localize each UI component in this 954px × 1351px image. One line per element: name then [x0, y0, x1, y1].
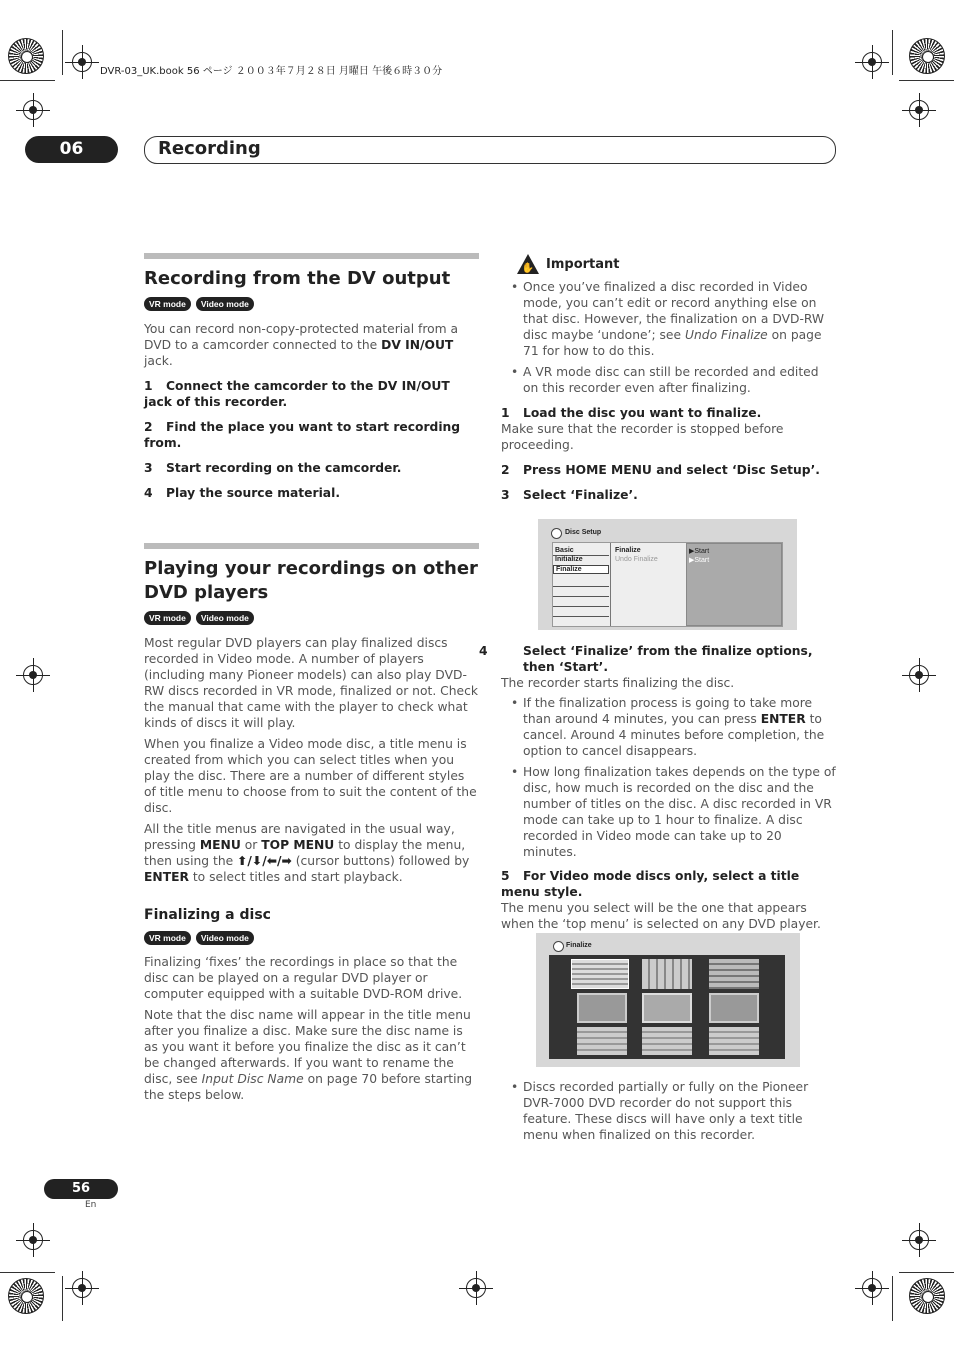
menu-divider — [553, 606, 609, 607]
step: 4 Select ‘Finalize’ from the finalize options, then ‘Start’. — [479, 644, 813, 674]
menu-panel — [552, 542, 783, 627]
step: 2 Find the place you want to start recording from. — [144, 420, 461, 450]
section-title: Recording from the DV output — [144, 268, 451, 289]
mode-badges — [144, 611, 479, 625]
paragraph: All the title menus are navigated in the usual way, pressing MENU or TOP MENU to display the menu, then using the ⬆/⬇/⬅/➡ (cursor buttons) followed by ENTER to select titles and start playback. — [144, 822, 470, 884]
mode-badges — [144, 297, 479, 311]
crosshair-mark-icon — [23, 100, 43, 120]
step: 3 Select ‘Finalize’. — [501, 488, 638, 502]
crosshair-mark-icon — [72, 52, 92, 72]
svg-text:✋: ✋ — [521, 263, 535, 274]
crosshair-mark-icon — [862, 1278, 882, 1298]
step: 4 Play the source material. — [144, 486, 340, 500]
menu-divider — [553, 596, 609, 597]
page-number: 56 — [44, 1179, 118, 1199]
paragraph: Finalizing ‘fixes’ the recordings in place so that the disc can be played on a regular DVD player or computer equipped with a suitable DVD-ROM drive. — [144, 955, 463, 1001]
screen-title: Finalize — [566, 942, 592, 949]
menu-style-thumbnail — [709, 993, 759, 1023]
disc-icon — [553, 941, 564, 952]
crosshair-mark-icon — [909, 1230, 929, 1250]
option-start: ▶Start — [689, 548, 710, 555]
right-column-top — [501, 279, 836, 503]
bullet-item: • A VR mode disc can still be recorded and edited on this recorder even after finalizing. — [501, 364, 836, 396]
vr-mode-badge: VR mode — [144, 297, 191, 311]
print-header: DVR-03_UK.book 56 ページ ２００３年７月２８日 月曜日 午後６時３０分 — [100, 66, 443, 77]
menu-style-thumbnail — [571, 959, 629, 989]
bullet-item: • Discs recorded partially or fully on the Pioneer DVR-7000 DVD recorder do not support this feature. These discs will have only a text title menu when finalized on this recorder. — [501, 1079, 836, 1143]
chapter-title: Recording — [158, 138, 261, 159]
thumbnail-grid — [549, 955, 785, 1059]
important-icon — [516, 253, 540, 279]
subsection-title: Finalizing a disc — [144, 907, 271, 923]
menu-item-initialize: Initialize — [555, 556, 583, 563]
registration-mark-icon — [8, 1278, 44, 1314]
menu-style-thumbnail — [709, 1027, 759, 1055]
menu-style-thumbnail — [642, 1027, 692, 1055]
vr-mode-badge: VR mode — [144, 931, 191, 945]
menu-divider — [553, 616, 609, 617]
vr-mode-badge: VR mode — [144, 611, 191, 625]
step-note: The recorder starts finalizing the disc. — [501, 676, 735, 690]
crosshair-mark-icon — [23, 665, 43, 685]
menu-style-thumbnail — [642, 993, 692, 1023]
important-title: Important — [546, 257, 620, 272]
paragraph: Note that the disc name will appear in the title menu after you finalize a disc. Make sure the disc name is as you want it before you finalize the disc as it can’t be changed afterwards. If you want to rename the disc, see Input Disc Name on page 70 before starting the steps below. — [144, 1008, 473, 1102]
right-column-end — [501, 1079, 836, 1143]
registration-mark-icon — [909, 1278, 945, 1314]
submenu-finalize: Finalize — [615, 547, 641, 554]
crosshair-mark-icon — [23, 1230, 43, 1250]
menu-style-thumbnail — [577, 993, 627, 1023]
option-start: ▶Start — [689, 557, 710, 564]
step: 5 For Video mode discs only, select a title menu style. — [501, 869, 800, 899]
step: 2 Press HOME MENU and select ‘Disc Setup’. — [501, 463, 820, 477]
column-divider — [610, 543, 611, 626]
left-column — [144, 253, 479, 1103]
crosshair-mark-icon — [72, 1278, 92, 1298]
registration-mark-icon — [909, 38, 945, 74]
registration-mark-icon — [8, 38, 44, 74]
step-note: The menu you select will be the one that appears when the ‘top menu’ is selected on any DVD player. — [501, 901, 821, 931]
play-arrow-icon: ▶ — [689, 548, 695, 555]
menu-style-thumbnail — [642, 959, 692, 989]
mode-badges — [144, 931, 479, 945]
step: 1 Connect the camcorder to the DV IN/OUT jack of this recorder. — [144, 379, 450, 409]
play-arrow-icon: ▶ — [689, 557, 695, 564]
bullet-item: • If the finalization process is going to take more than around 4 minutes, you can press ENTER to cancel. Around 4 minutes before completion, the option to cancel disappears. — [501, 695, 836, 759]
step: 3 Start recording on the camcorder. — [144, 461, 402, 475]
section-rule — [144, 253, 479, 259]
menu-style-thumbnail — [709, 959, 759, 989]
step: 1 Load the disc you want to finalize. — [501, 406, 762, 420]
paragraph: When you finalize a Video mode disc, a title menu is created from which you can select titles when you play the disc. There are a number of different styles of title menu to choose from to suit the content of the disc. — [144, 737, 477, 815]
disc-icon — [551, 528, 562, 539]
disc-setup-screen — [538, 519, 797, 630]
crosshair-mark-icon — [909, 665, 929, 685]
paragraph: Most regular DVD players can play finalized discs recorded in Video mode. A number of players (including many Pioneer models) can also play DVD-RW discs recorded in VR mode, finalized or not. Check the manual that came with the player to check what kinds of discs it will play. — [144, 636, 478, 730]
section-rule — [144, 543, 479, 549]
video-mode-badge: Video mode — [196, 931, 254, 945]
screen-title: Disc Setup — [565, 529, 602, 536]
video-mode-badge: Video mode — [196, 297, 254, 311]
paragraph: You can record non-copy-protected material from a DVD to a camcorder connected to the DV IN/OUT jack. — [144, 322, 459, 368]
menu-divider — [553, 586, 609, 587]
menu-item-basic: Basic — [555, 547, 574, 554]
section-title: Playing your recordings on other DVD players — [144, 558, 478, 603]
bullet-item: • How long finalization takes depends on the type of disc, how much is recorded on the disc and the number of titles on the disc. A disc recorded in VR mode can take up to 1 hour to finalize. A disc recorded in Video mode can take up to 20 minutes. — [501, 764, 836, 860]
right-column-bottom — [479, 643, 836, 932]
language-code: En — [85, 1200, 97, 1210]
menu-item-finalize: Finalize — [553, 565, 609, 574]
submenu-undo-finalize: Undo Finalize — [615, 556, 658, 563]
video-mode-badge: Video mode — [196, 611, 254, 625]
step-note: Make sure that the recorder is stopped before proceeding. — [501, 422, 784, 452]
finalize-screen — [536, 933, 800, 1067]
bullet-item: • Once you’ve finalized a disc recorded in Video mode, you can’t edit or record anything else on that disc. However, the finalization on a DVD-RW disc maybe ‘undone’; see Undo Finalize on page 71 for how to do this. — [501, 279, 836, 359]
crosshair-mark-icon — [862, 52, 882, 72]
menu-style-thumbnail — [577, 1027, 627, 1055]
chapter-number: 06 — [25, 136, 118, 163]
crosshair-mark-icon — [466, 1278, 486, 1298]
crosshair-mark-icon — [909, 100, 929, 120]
